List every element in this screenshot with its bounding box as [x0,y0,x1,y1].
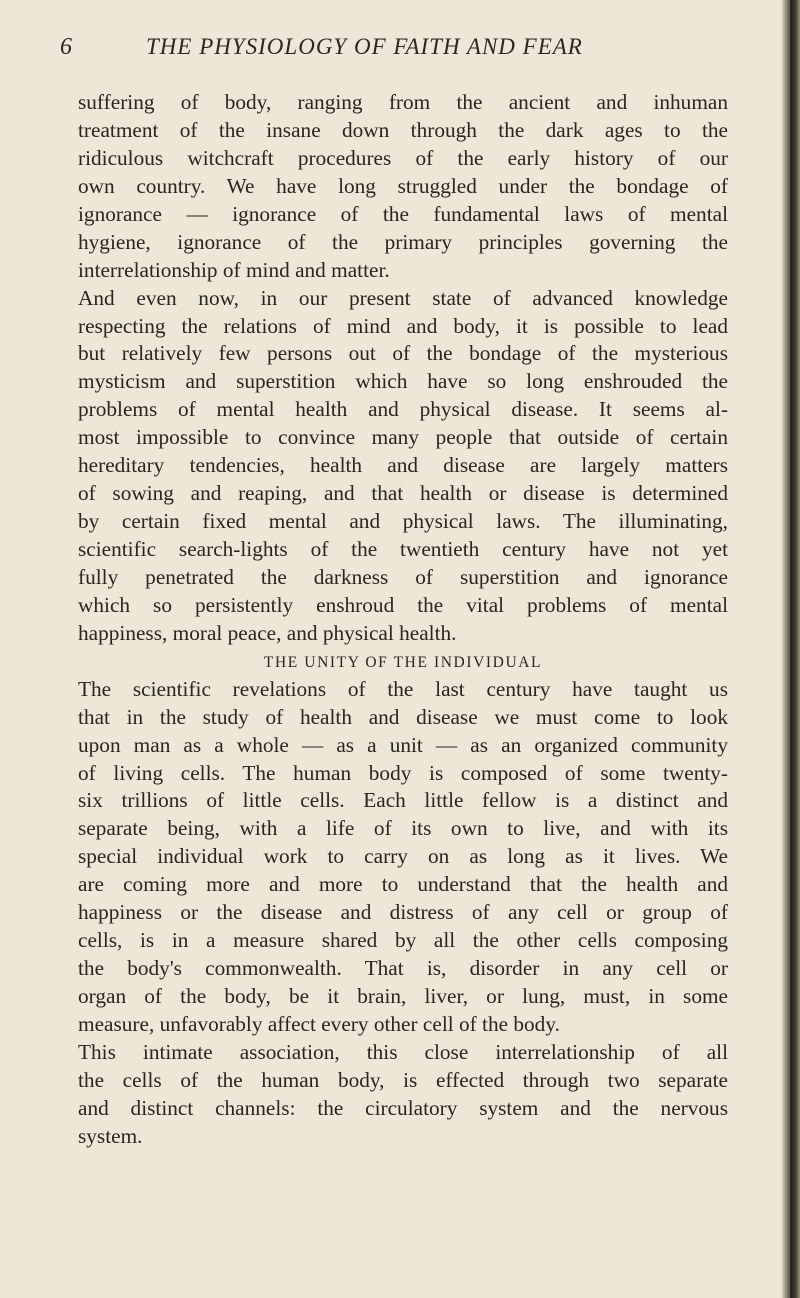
body-text [78,89,728,1151]
text-line: the cells of the human body, is effected through two separate [78,1067,728,1092]
text-line: problems of mental health and physical disease. It seems al- [78,397,728,422]
running-head [60,34,680,64]
text-line: measure, unfavorably affect every other cell of the body. [78,1011,560,1036]
text-line: This intimate association, this close interrelationship of all [78,1039,728,1064]
text-line: cells, is in a measure shared by all the other cells composing [78,928,728,953]
text-line: are coming more and more to understand that the health and [78,872,728,897]
text-line: special individual work to carry on as long as it lives. We [78,844,728,869]
text-line: of living cells. The human body is composed of some twenty- [78,760,728,785]
binding-shadow [790,0,792,1298]
text-line: interrelationship of mind and matter. [78,257,390,282]
text-line: fully penetrated the darkness of superstition and ignorance [78,564,728,589]
text-line: and distinct channels: the circulatory system and the nervous [78,1095,728,1120]
text-line: that in the study of health and disease we must come to look [78,704,728,729]
text-line: ignorance — ignorance of the fundamental laws of mental [78,201,728,226]
paragraph-3 [78,676,728,1039]
page-number: 6 [60,34,72,60]
text-line: scientific search-lights of the twentieth century have not yet [78,537,728,561]
text-line: six trillions of little cells. Each little fellow is a distinct and [78,788,728,813]
text-line: upon man as a whole — as a unit — as an organized community [78,732,728,757]
text-line: treatment of the insane down through the dark ages to the [78,117,728,142]
text-line: by certain fixed mental and physical laws. The illuminating, [78,509,728,534]
text-line: respecting the relations of mind and body, it is possible to lead [78,313,728,338]
text-line: most impossible to convince many people that outside of certain [78,425,728,450]
text-line: hereditary tendencies, health and disease are largely matters [78,453,728,478]
text-line: mysticism and superstition which have so long enshrouded the [78,369,728,394]
text-line: And even now, in our present state of advanced knowledge [78,285,728,310]
text-line: suffering of body, ranging from the ancient and inhuman [78,90,728,114]
text-line: own country. We have long struggled under the bondage of [78,173,728,198]
text-line: system. [78,1123,143,1148]
section-subheading: THE UNITY OF THE INDIVIDUAL [263,653,543,671]
paragraph-2 [78,285,728,648]
text-line: happiness or the disease and distress of any cell or group of [78,900,728,925]
text-line: of sowing and reaping, and that health or disease is determined [78,481,728,506]
text-line: ridiculous witchcraft procedures of the early history of our [78,145,728,170]
text-line: organ of the body, be it brain, liver, or lung, must, in some [78,984,728,1008]
paragraph-1 [78,89,728,285]
text-line: The scientific revelations of the last century have taught us [78,676,728,701]
text-line: but relatively few persons out of the bondage of the mysterious [78,341,728,366]
paragraph-4 [78,1039,728,1151]
text-line: the body's commonwealth. That is, disorder in any cell or [78,956,728,981]
text-line: happiness, moral peace, and physical health. [78,620,457,645]
book-title: THE PHYSIOLOGY OF FAITH AND FEAR [146,34,583,59]
text-line: separate being, with a life of its own to live, and with its [78,816,728,841]
text-line: hygiene, ignorance of the primary principles governing the [78,229,728,254]
text-line: which so persistently enshroud the vital problems of mental [78,592,728,617]
